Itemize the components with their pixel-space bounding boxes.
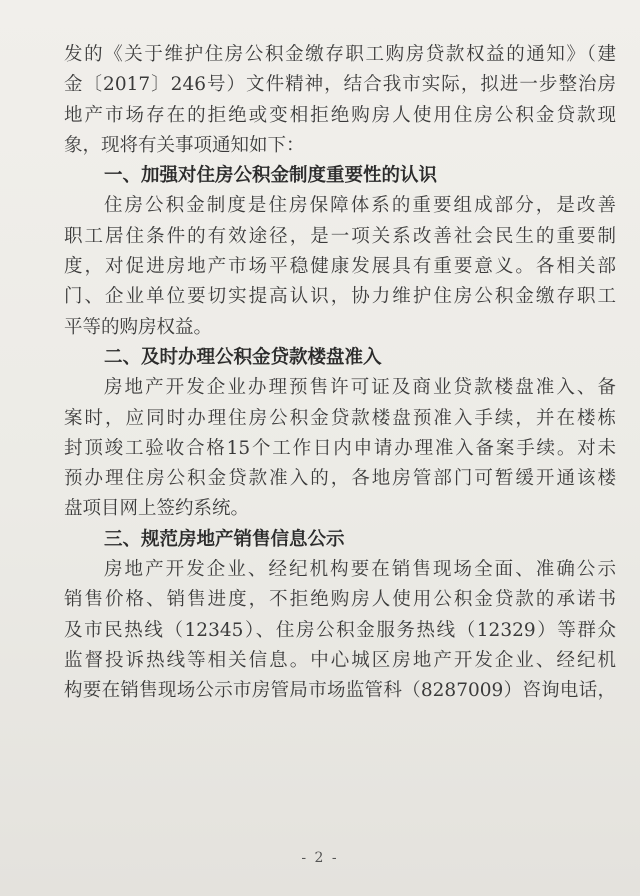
page-number: - 2 - (301, 850, 339, 866)
section-heading-3: 三、规范房地产销售信息公示 (104, 528, 345, 550)
text-line: 平等的购房权益。 (64, 316, 213, 338)
text-line: 象，现将有关事项通知如下： (64, 134, 305, 156)
text-line: 度，对促进房地产市场平稳健康发展具有重要意义。各相关部 (64, 256, 616, 278)
text-line: 案时，应同时办理住房公积金贷款楼盘预准入手续，并在楼栋 (64, 407, 616, 429)
text-line: 销售价格、销售进度，不拒绝购房人使用公积金贷款的承诺书 (64, 589, 616, 611)
text-line: 职工居住条件的有效途径，是一项关系改善社会民生的重要制 (64, 225, 616, 247)
text-line: 门、企业单位要切实提高认识，协力维护住房公积金缴存职工 (64, 286, 616, 308)
section-heading-2: 二、及时办理公积金贷款楼盘准入 (104, 346, 382, 368)
text-line: 盘项目网上签约系统。 (64, 498, 250, 520)
text-line: 住房公积金制度是住房保障体系的重要组成部分，是改善 (104, 195, 616, 217)
document-body (64, 40, 616, 707)
text-line: 发的《关于维护住房公积金缴存职工购房贷款权益的通知》（建 (64, 44, 616, 65)
section-heading-1: 一、加强对住房公积金制度重要性的认识 (104, 165, 438, 187)
text-line: 及市民热线（12345）、住房公积金服务热线（12329）等群众 (64, 619, 616, 641)
text-line: 构要在销售现场公示市房管局市场监管科（8287009）咨询电话， (64, 680, 616, 702)
text-line: 封顶竣工验收合格15个工作日内申请办理准入备案手续。对未 (64, 437, 616, 459)
text-line: 房地产开发企业、经纪机构要在销售现场全面、准确公示 (104, 559, 616, 581)
text-line: 金〔2017〕246号）文件精神，结合我市实际，拟进一步整治房 (64, 74, 616, 96)
text-line: 预办理住房公积金贷款准入的，各地房管部门可暂缓开通该楼 (64, 468, 616, 490)
text-line: 地产市场存在的拒绝或变相拒绝购房人使用住房公积金贷款现 (64, 104, 616, 126)
text-line: 房地产开发企业办理预售许可证及商业贷款楼盘准入、备 (104, 377, 616, 399)
text-line: 监督投诉热线等相关信息。中心城区房地产开发企业、经纪机 (64, 649, 616, 671)
